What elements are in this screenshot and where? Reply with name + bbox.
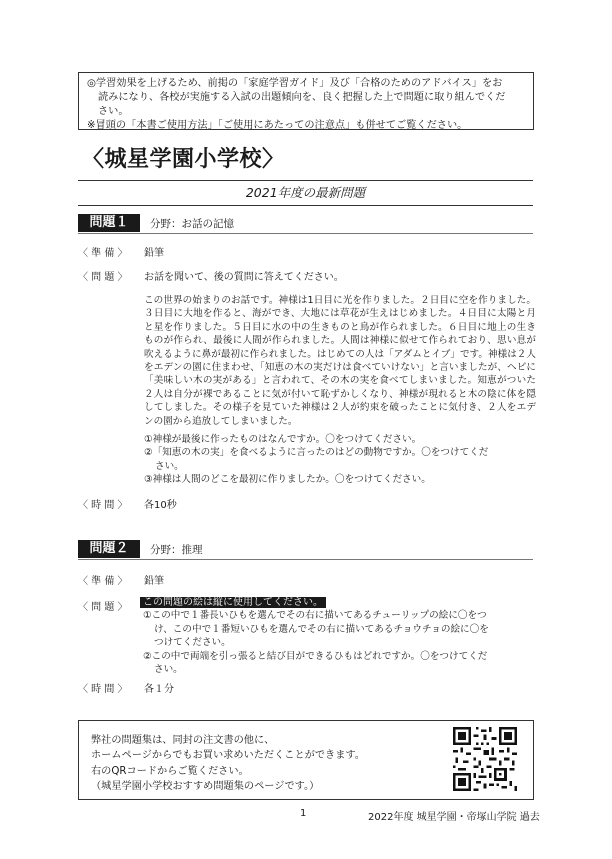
question-label: 〈 問 題 〉 [78, 272, 128, 283]
info-line: （城星学園小学校おすすめ問題集のページです。） [91, 781, 320, 793]
page-number: 1 [300, 808, 307, 819]
problem2-field: 分野：推理 [150, 544, 203, 556]
prep-value: 鉛筆 [144, 248, 164, 259]
prep-value: 鉛筆 [144, 576, 164, 587]
question-list [140, 596, 538, 676]
notice-line: 読みになり、各校が実施する入試の出題傾向を、良く把握した上で問題に取り組んでくだ [98, 92, 506, 103]
question-item-cont: け、この中で１番短いひもを選んでその右に描いてあるチョウチョの絵に〇を [154, 623, 489, 635]
time-value: 各１分 [144, 684, 174, 695]
info-line: ホームページからでもお買い求めいただくことができます。 [91, 750, 365, 762]
info-line: 弊社の問題集は、同封の注文書の他に、 [91, 735, 275, 746]
notice-line: ※冒頭の「本書ご使用方法」「ご使用にあたっての注意点」も併せてご覧ください。 [87, 120, 468, 131]
question-label: 〈 問 題 〉 [78, 602, 128, 613]
divider [78, 233, 533, 234]
divider [78, 559, 533, 560]
info-box [78, 720, 534, 800]
question-item-cont: さい。 [155, 460, 184, 472]
time-label: 〈 時 間 〉 [78, 500, 128, 511]
notice-box [78, 72, 534, 130]
notice-line: ◎学習効果を上げるため、前掲の「家庭学習ガイド」及び「合格のためのアドバイス」をお [87, 78, 503, 89]
question-list [144, 433, 536, 487]
question-item-cont: つけてください。 [154, 637, 231, 649]
usage-note: この問題の絵は縦に使用してください。 [140, 597, 326, 608]
time-label: 〈 時 間 〉 [78, 684, 128, 695]
question-item: ②この中で両端を引っ張ると結び目ができるひもはどれですか。〇をつけてくだ [143, 650, 488, 662]
question-item: ②「知恵の木の実」を食べるように言ったのはどの動物ですか。〇をつけてくだ [144, 447, 489, 459]
question-item-cont: さい。 [154, 664, 183, 676]
question-item: ①この中で１番長いひもを選んでその右に描いてあるチューリップの絵に〇をつ [143, 610, 487, 622]
question-item: ③神様は人間のどこを最初に作りましたか。〇をつけてください。 [144, 474, 431, 486]
section-title: 2021年度の最新問題 [78, 180, 533, 206]
book-title: 2022年度 城星学園・帝塚山学院 過去 [368, 812, 540, 823]
problem1-field: 分野：お話の記憶 [150, 218, 234, 230]
qr-code-icon[interactable] [453, 727, 517, 791]
notice-line: さい。 [98, 106, 129, 117]
story-text: この世界の始まりのお話です。神様は1日目に光を作りました。２日目に空を作りました。３日目に大地を作ると、海ができ、大地には草花が生えはじめました。４日目に太陽と月と星を作りました。５日目に水の中の生きものと鳥が作られました。６日目に地上の生きものが作られ、最後に人間が作られました。人間は神様に似せて作られており、思い息が吹えるように鼻が最初に作られました。はじめての人は「アダムとイブ」です。神様は２人をエデンの園に住まわせ、「知恵の木の実だけは食べていけない」と言いましたが、ヘビに「美味しい木の実がある」と言われて、その木の実を食べてしまいました。知恵がついた２人は自分が裸であることに気が付いて恥ずかしくなり、神様が現れると木の陰に体を隠してしました。その様子を見ていた神様は２人が約束を破ったことに気付き、２人をエデンの園から追放してしまいました。 [144, 295, 536, 427]
info-line: 右のQRコードからご覧ください。 [91, 765, 249, 777]
question-intro: お話を聞いて、後の質問に答えてください。 [144, 272, 344, 283]
prep-label: 〈 準 備 〉 [78, 576, 128, 587]
problem1-label: 問題１ [78, 214, 140, 232]
problem2-label: 問題２ [78, 540, 140, 558]
prep-label: 〈 準 備 〉 [78, 248, 128, 259]
time-value: 各10秒 [144, 500, 177, 511]
school-title: 〈城星学園小学校〉 [82, 147, 285, 172]
question-item: ①神様が最後に作ったものはなんですか。〇をつけてください。 [144, 434, 422, 445]
